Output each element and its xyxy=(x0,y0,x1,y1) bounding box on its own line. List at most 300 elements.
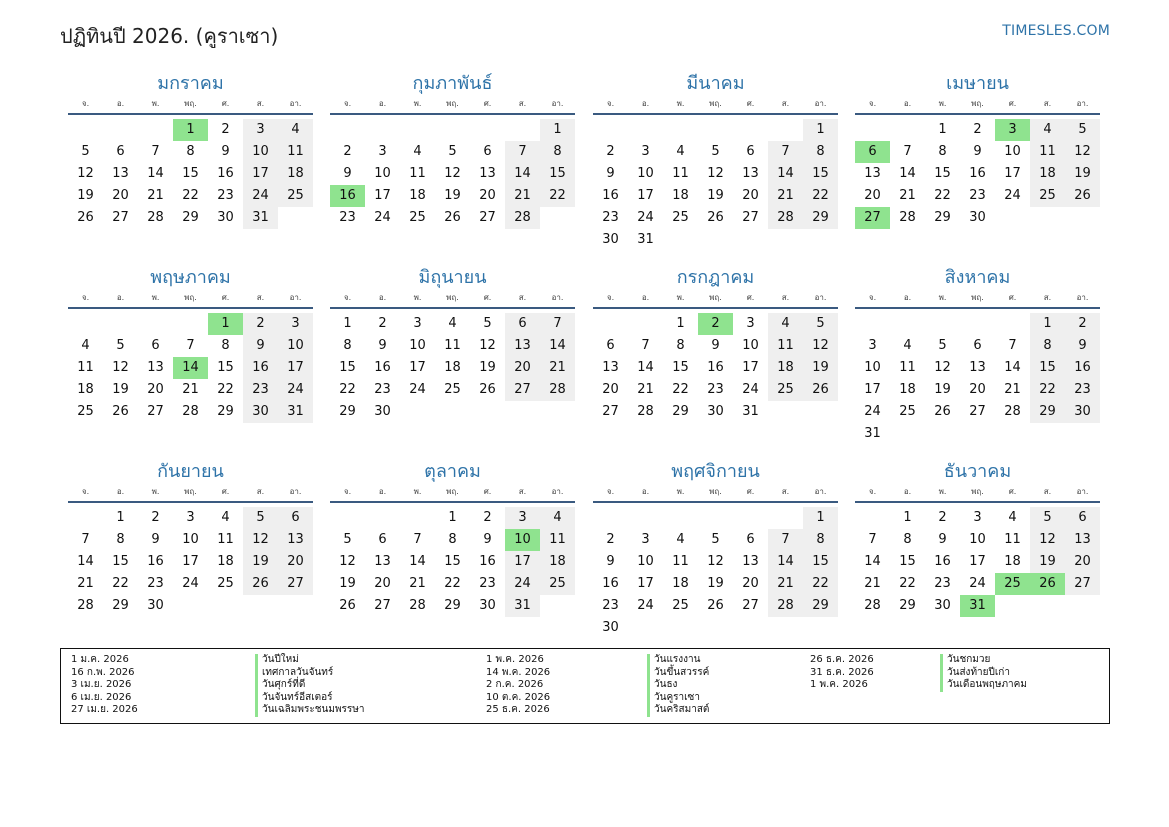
day-cell: 24 xyxy=(505,573,540,595)
day-cell: 26 xyxy=(339,598,356,613)
day-cell: 19 xyxy=(1065,163,1100,185)
day-cell: 30 xyxy=(243,401,278,423)
day-cell: 9 xyxy=(711,338,720,353)
weekday-label: พฤ. xyxy=(709,487,722,496)
day-cell: 23 xyxy=(602,210,619,225)
day-cell: 29 xyxy=(1030,401,1065,423)
day-cell: 5 xyxy=(711,144,720,159)
day-grid xyxy=(855,119,1100,251)
day-cell: 4 xyxy=(768,313,803,335)
month-calendar xyxy=(593,70,838,251)
weekday-header xyxy=(330,292,575,304)
month-calendar xyxy=(68,70,313,251)
day-cell: 30 xyxy=(602,620,619,635)
day-cell: 3 xyxy=(973,510,982,525)
holiday-day-cell: 1 xyxy=(208,313,243,335)
month-name: ตุลาคม xyxy=(424,461,481,482)
day-cell: 12 xyxy=(707,166,724,181)
day-cell: 9 xyxy=(378,338,387,353)
day-cell: 20 xyxy=(479,188,496,203)
day-cell: 3 xyxy=(278,313,313,335)
day-cell: 20 xyxy=(742,576,759,591)
day-cell: 22 xyxy=(899,576,916,591)
day-cell: 7 xyxy=(413,532,422,547)
holiday-date: 10 ต.ค. 2026 xyxy=(486,691,551,703)
day-cell: 12 xyxy=(77,166,94,181)
day-cell: 21 xyxy=(147,188,164,203)
weekday-label: ส. xyxy=(518,293,527,302)
day-cell: 11 xyxy=(409,166,426,181)
day-cell: 8 xyxy=(803,529,838,551)
day-cell: 6 xyxy=(151,338,160,353)
day-cell: 23 xyxy=(707,382,724,397)
day-cell: 2 xyxy=(938,510,947,525)
day-cell: 13 xyxy=(374,554,391,569)
day-cell: 12 xyxy=(803,335,838,357)
weekday-header xyxy=(68,98,313,110)
day-cell: 23 xyxy=(374,382,391,397)
day-cell: 29 xyxy=(803,207,838,229)
weekday-header xyxy=(855,292,1100,304)
page-title: ปฏิทินปี 2026. (คูราเซา) xyxy=(60,24,279,48)
day-cell: 17 xyxy=(742,360,759,375)
weekday-label: อา. xyxy=(289,487,302,496)
day-cell: 23 xyxy=(1065,379,1100,401)
day-cell: 20 xyxy=(505,357,540,379)
day-cell: 18 xyxy=(1004,554,1021,569)
day-cell: 20 xyxy=(864,188,881,203)
day-cell: 11 xyxy=(77,360,94,375)
day-cell: 17 xyxy=(969,554,986,569)
holiday-name: วันศุกร์ที่ดี xyxy=(255,679,365,692)
month-name: เมษายน xyxy=(946,73,1009,94)
day-cell: 29 xyxy=(899,598,916,613)
weekday-label: อ. xyxy=(641,487,650,496)
day-cell: 24 xyxy=(278,379,313,401)
day-cell: 29 xyxy=(217,404,234,419)
day-cell: 27 xyxy=(147,404,164,419)
day-cell: 4 xyxy=(676,532,685,547)
day-cell: 29 xyxy=(803,595,838,617)
day-cell: 19 xyxy=(934,382,951,397)
day-cell: 20 xyxy=(1065,551,1100,573)
day-cell: 17 xyxy=(243,163,278,185)
day-cell: 7 xyxy=(540,313,575,335)
weekday-label: อา. xyxy=(289,293,302,302)
day-cell: 15 xyxy=(899,554,916,569)
day-cell: 28 xyxy=(147,210,164,225)
day-cell: 10 xyxy=(374,166,391,181)
weekday-label: พฤ. xyxy=(446,99,459,108)
day-cell: 24 xyxy=(182,576,199,591)
day-cell: 10 xyxy=(243,141,278,163)
weekday-label: ศ. xyxy=(746,99,755,108)
holiday-date: 27 เม.ย. 2026 xyxy=(71,704,138,715)
day-cell: 21 xyxy=(77,576,94,591)
holiday-date: 1 พ.ค. 2026 xyxy=(486,654,544,665)
header-divider xyxy=(330,113,575,115)
day-cell: 30 xyxy=(479,598,496,613)
day-cell: 4 xyxy=(540,507,575,529)
day-cell: 15 xyxy=(339,360,356,375)
day-cell: 6 xyxy=(746,532,755,547)
day-cell: 28 xyxy=(77,598,94,613)
day-cell: 19 xyxy=(444,188,461,203)
day-cell: 28 xyxy=(899,210,916,225)
day-cell: 14 xyxy=(1004,360,1021,375)
day-cell: 31 xyxy=(243,207,278,229)
day-cell: 9 xyxy=(483,532,492,547)
month-name: กรกฎาคม xyxy=(676,267,755,288)
day-cell: 1 xyxy=(676,316,685,331)
day-cell: 8 xyxy=(938,144,947,159)
weekday-label: ศ. xyxy=(483,99,492,108)
day-cell: 15 xyxy=(182,166,199,181)
day-cell: 15 xyxy=(444,554,461,569)
day-cell: 18 xyxy=(409,188,426,203)
day-cell: 16 xyxy=(1065,357,1100,379)
day-cell: 3 xyxy=(641,144,650,159)
weekday-label: จ. xyxy=(606,99,615,108)
day-cell: 23 xyxy=(243,379,278,401)
day-cell: 14 xyxy=(637,360,654,375)
weekday-header xyxy=(68,292,313,304)
month-name: กันยายน xyxy=(157,461,224,482)
holiday-day-cell: 16 xyxy=(330,185,365,207)
day-cell: 28 xyxy=(1004,404,1021,419)
day-cell: 15 xyxy=(672,360,689,375)
day-cell: 6 xyxy=(505,313,540,335)
day-cell: 17 xyxy=(864,382,881,397)
day-cell: 4 xyxy=(1008,510,1017,525)
day-cell: 14 xyxy=(768,163,803,185)
weekday-label: ส. xyxy=(518,487,527,496)
day-cell: 14 xyxy=(540,335,575,357)
day-cell: 6 xyxy=(973,338,982,353)
month-calendar xyxy=(68,264,313,445)
day-cell: 25 xyxy=(1030,185,1065,207)
day-cell: 9 xyxy=(151,532,160,547)
day-cell: 22 xyxy=(339,382,356,397)
day-cell: 21 xyxy=(637,382,654,397)
day-cell: 29 xyxy=(182,210,199,225)
weekday-label: ศ. xyxy=(483,293,492,302)
day-cell: 25 xyxy=(444,382,461,397)
day-cell: 18 xyxy=(278,163,313,185)
weekday-label: อ. xyxy=(903,487,912,496)
day-cell: 11 xyxy=(768,335,803,357)
day-cell: 2 xyxy=(973,122,982,137)
day-cell: 18 xyxy=(77,382,94,397)
weekday-label: อ. xyxy=(903,293,912,302)
day-cell: 1 xyxy=(1030,313,1065,335)
day-cell: 13 xyxy=(112,166,129,181)
day-cell: 12 xyxy=(112,360,129,375)
weekday-label: อา. xyxy=(814,487,827,496)
weekday-label: จ. xyxy=(343,99,352,108)
day-grid xyxy=(593,507,838,639)
day-cell: 30 xyxy=(707,404,724,419)
day-cell: 20 xyxy=(742,188,759,203)
day-cell: 18 xyxy=(672,188,689,203)
day-cell: 12 xyxy=(444,166,461,181)
day-cell: 15 xyxy=(803,163,838,185)
weekday-label: พ. xyxy=(938,487,947,496)
day-cell: 3 xyxy=(186,510,195,525)
holiday-day-cell: 31 xyxy=(960,595,995,617)
day-cell: 28 xyxy=(768,207,803,229)
weekday-label: จ. xyxy=(606,293,615,302)
day-cell: 28 xyxy=(505,207,540,229)
day-cell: 11 xyxy=(672,554,689,569)
day-cell: 24 xyxy=(637,598,654,613)
weekday-label: พ. xyxy=(413,487,422,496)
day-cell: 13 xyxy=(479,166,496,181)
day-cell: 24 xyxy=(243,185,278,207)
day-cell: 23 xyxy=(339,210,356,225)
day-cell: 11 xyxy=(540,529,575,551)
holiday-name: วันเดือนพฤษภาคม xyxy=(940,679,1027,692)
holiday-day-cell: 14 xyxy=(173,357,208,379)
weekday-label: อา. xyxy=(551,99,564,108)
day-cell: 20 xyxy=(602,382,619,397)
day-cell: 7 xyxy=(186,338,195,353)
month-calendar xyxy=(330,264,575,445)
day-cell: 12 xyxy=(243,529,278,551)
day-cell: 21 xyxy=(864,576,881,591)
day-cell: 23 xyxy=(969,188,986,203)
day-cell: 8 xyxy=(221,338,230,353)
day-cell: 17 xyxy=(278,357,313,379)
weekday-label: พ. xyxy=(676,99,685,108)
weekday-label: จ. xyxy=(606,487,615,496)
day-cell: 29 xyxy=(444,598,461,613)
day-cell: 14 xyxy=(147,166,164,181)
weekday-label: อ. xyxy=(641,99,650,108)
day-cell: 26 xyxy=(1065,185,1100,207)
day-cell: 16 xyxy=(934,554,951,569)
day-cell: 28 xyxy=(864,598,881,613)
day-cell: 10 xyxy=(182,532,199,547)
weekday-label: อ. xyxy=(116,487,125,496)
weekday-label: ส. xyxy=(256,293,265,302)
header-divider xyxy=(330,307,575,309)
month-name: สิงหาคม xyxy=(944,267,1011,288)
day-cell: 16 xyxy=(479,554,496,569)
day-cell: 9 xyxy=(973,144,982,159)
day-cell: 5 xyxy=(938,338,947,353)
day-cell: 11 xyxy=(1030,141,1065,163)
holiday-day-cell: 3 xyxy=(995,119,1030,141)
day-cell: 3 xyxy=(505,507,540,529)
day-cell: 29 xyxy=(934,210,951,225)
holiday-date: 3 เม.ย. 2026 xyxy=(71,679,132,690)
day-cell: 21 xyxy=(540,357,575,379)
day-cell: 11 xyxy=(444,338,461,353)
day-cell: 20 xyxy=(112,188,129,203)
day-cell: 12 xyxy=(1030,529,1065,551)
day-cell: 10 xyxy=(864,360,881,375)
month-name: ธันวาคม xyxy=(943,461,1012,482)
day-cell: 25 xyxy=(77,404,94,419)
day-cell: 9 xyxy=(606,166,615,181)
weekday-label: ศ. xyxy=(1008,487,1017,496)
day-cell: 7 xyxy=(505,141,540,163)
day-cell: 3 xyxy=(243,119,278,141)
day-cell: 24 xyxy=(1004,188,1021,203)
day-cell: 4 xyxy=(278,119,313,141)
brand-link[interactable]: TIMESLES.COM xyxy=(1002,23,1110,39)
day-grid xyxy=(68,507,313,639)
day-cell: 10 xyxy=(278,335,313,357)
weekday-label: จ. xyxy=(343,487,352,496)
day-cell: 4 xyxy=(448,316,457,331)
day-cell: 27 xyxy=(278,573,313,595)
day-cell: 1 xyxy=(343,316,352,331)
day-cell: 26 xyxy=(707,210,724,225)
day-cell: 3 xyxy=(413,316,422,331)
day-cell: 8 xyxy=(903,532,912,547)
day-cell: 27 xyxy=(112,210,129,225)
weekday-label: พฤ. xyxy=(446,487,459,496)
weekday-label: อา. xyxy=(1076,99,1089,108)
day-cell: 14 xyxy=(899,166,916,181)
day-cell: 18 xyxy=(217,554,234,569)
legend-names xyxy=(647,654,709,717)
holiday-name: วันธง xyxy=(647,679,709,692)
day-cell: 2 xyxy=(1065,313,1100,335)
weekday-header xyxy=(855,486,1100,498)
weekday-label: อา. xyxy=(814,293,827,302)
day-cell: 18 xyxy=(540,551,575,573)
month-calendar xyxy=(330,458,575,639)
weekday-label: พฤ. xyxy=(971,487,984,496)
day-cell: 26 xyxy=(479,382,496,397)
day-cell: 14 xyxy=(77,554,94,569)
day-cell: 22 xyxy=(217,382,234,397)
weekday-label: พฤ. xyxy=(709,293,722,302)
day-cell: 19 xyxy=(803,357,838,379)
day-cell: 11 xyxy=(278,141,313,163)
day-cell: 21 xyxy=(409,576,426,591)
day-cell: 8 xyxy=(116,532,125,547)
day-cell: 13 xyxy=(742,554,759,569)
holiday-name: วันคูราเซา xyxy=(647,692,709,705)
day-cell: 13 xyxy=(602,360,619,375)
month-calendar xyxy=(330,70,575,251)
weekday-label: อ. xyxy=(903,99,912,108)
day-cell: 27 xyxy=(1065,573,1100,595)
day-cell: 15 xyxy=(803,551,838,573)
day-cell: 13 xyxy=(147,360,164,375)
day-cell: 26 xyxy=(803,379,838,401)
day-cell: 5 xyxy=(1065,119,1100,141)
day-cell: 7 xyxy=(151,144,160,159)
day-cell: 3 xyxy=(746,316,755,331)
day-cell: 22 xyxy=(1030,379,1065,401)
weekday-label: อา. xyxy=(551,487,564,496)
day-cell: 22 xyxy=(444,576,461,591)
day-cell: 1 xyxy=(903,510,912,525)
day-cell: 31 xyxy=(637,232,654,247)
weekday-label: พฤ. xyxy=(971,99,984,108)
weekday-label: ส. xyxy=(781,99,790,108)
month-calendar xyxy=(855,264,1100,445)
holiday-day-cell: 6 xyxy=(855,141,890,163)
day-cell: 21 xyxy=(768,185,803,207)
day-cell: 21 xyxy=(768,573,803,595)
day-cell: 22 xyxy=(803,185,838,207)
holiday-legend xyxy=(60,648,1110,724)
day-cell: 13 xyxy=(505,335,540,357)
weekday-label: จ. xyxy=(868,487,877,496)
day-cell: 6 xyxy=(606,338,615,353)
weekday-label: พ. xyxy=(676,487,685,496)
holiday-day-cell: 10 xyxy=(505,529,540,551)
weekday-label: อ. xyxy=(378,293,387,302)
day-cell: 12 xyxy=(1065,141,1100,163)
day-cell: 28 xyxy=(637,404,654,419)
day-cell: 21 xyxy=(505,185,540,207)
weekday-label: พ. xyxy=(151,293,160,302)
day-grid xyxy=(330,119,575,251)
day-cell: 23 xyxy=(934,576,951,591)
day-cell: 5 xyxy=(243,507,278,529)
day-cell: 19 xyxy=(479,360,496,375)
holiday-name: วันเฉลิมพระชนมพรรษา xyxy=(255,704,365,717)
month-calendar xyxy=(855,70,1100,251)
day-cell: 25 xyxy=(540,573,575,595)
day-cell: 1 xyxy=(938,122,947,137)
day-cell: 26 xyxy=(243,573,278,595)
day-cell: 4 xyxy=(676,144,685,159)
header-divider xyxy=(855,113,1100,115)
weekday-label: พ. xyxy=(938,99,947,108)
month-name: มิถุนายน xyxy=(418,267,487,288)
day-cell: 2 xyxy=(343,144,352,159)
holiday-name: วันจันทร์อีสเตอร์ xyxy=(255,692,365,705)
day-cell: 8 xyxy=(1030,335,1065,357)
holiday-day-cell: 2 xyxy=(698,313,733,335)
header-divider xyxy=(855,501,1100,503)
legend-dates xyxy=(71,654,138,717)
holiday-date: 1 ม.ค. 2026 xyxy=(71,654,129,665)
day-cell: 2 xyxy=(483,510,492,525)
day-cell: 28 xyxy=(409,598,426,613)
day-cell: 30 xyxy=(1065,401,1100,423)
day-cell: 9 xyxy=(243,335,278,357)
day-cell: 3 xyxy=(868,338,877,353)
day-cell: 17 xyxy=(374,188,391,203)
weekday-label: ศ. xyxy=(1008,293,1017,302)
day-cell: 8 xyxy=(448,532,457,547)
weekday-label: พฤ. xyxy=(184,487,197,496)
day-cell: 4 xyxy=(221,510,230,525)
day-cell: 5 xyxy=(116,338,125,353)
day-cell: 29 xyxy=(339,404,356,419)
day-cell: 17 xyxy=(637,188,654,203)
day-cell: 7 xyxy=(81,532,90,547)
day-cell: 1 xyxy=(448,510,457,525)
weekday-header xyxy=(68,486,313,498)
day-cell: 25 xyxy=(672,598,689,613)
day-cell: 21 xyxy=(899,188,916,203)
day-cell: 19 xyxy=(112,382,129,397)
day-cell: 18 xyxy=(899,382,916,397)
day-cell: 25 xyxy=(409,210,426,225)
weekday-label: อา. xyxy=(1076,293,1089,302)
weekday-label: ส. xyxy=(518,99,527,108)
